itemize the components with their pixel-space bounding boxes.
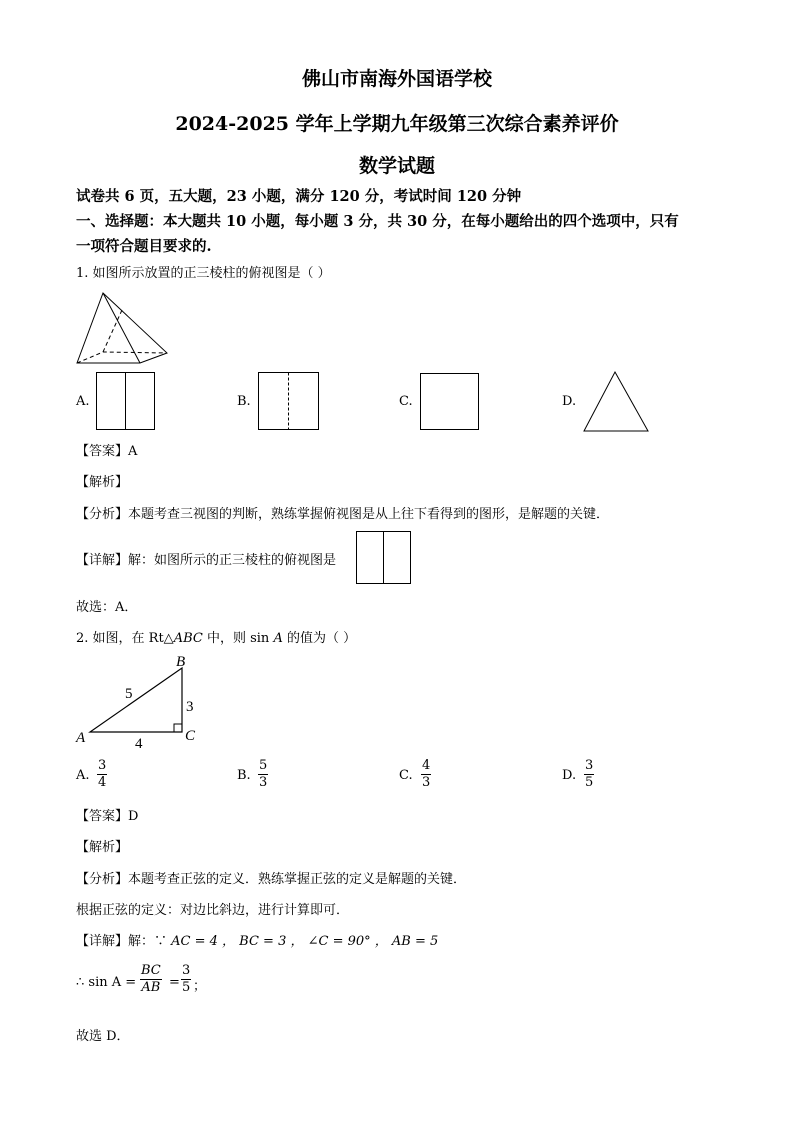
q2-stem-suffix: 的值为（ ）: [282, 631, 357, 646]
q1-option-a-figure: [96, 372, 156, 430]
q2-option-b-label: B.: [237, 768, 251, 783]
q2-vertex-c: C: [185, 728, 196, 744]
q2-triangle-figure: [74, 650, 204, 750]
q2-option-b-num: 5: [259, 758, 268, 773]
q1-detail-figure: [356, 531, 412, 585]
q2-answer: 【答案】D: [76, 809, 139, 824]
q2-method: 根据正弦的定义：对边比斜边，进行计算即可．: [76, 903, 350, 918]
q2-option-a-fraction: [97, 758, 107, 791]
q1-option-c-figure: [420, 373, 480, 430]
q2-semicolon: ；: [193, 979, 207, 994]
q2-stem-a: A: [273, 631, 283, 646]
q1-option-a-label: A.: [76, 394, 90, 409]
q1-option-b-label: B.: [237, 394, 251, 409]
section-heading-line2: 一项符合题目要求的.: [76, 238, 212, 255]
q2-detail: [76, 930, 438, 949]
exam-info: 试卷共 6 页，五大题，23 小题，满分 120 分，考试时间 120 分钟: [76, 188, 522, 205]
q2-vertex-a: A: [76, 730, 86, 746]
q2-option-c-label: C.: [399, 768, 413, 783]
q2-option-d-den: 5: [585, 775, 594, 790]
q2-result-fraction: [181, 963, 191, 996]
q1-option-d-label: D.: [562, 394, 577, 409]
q2-stem-mid: 中，则 sin: [202, 631, 274, 646]
q2-analysis-tag: 【解析】: [76, 840, 129, 855]
q2-option-d-fraction: [584, 758, 594, 791]
q2-stem: [76, 627, 356, 646]
q2-ratio-fraction: [140, 963, 162, 996]
q2-detail-given: AC = 4 ， BC = 3 ， ∠C = 90° ， AB = 5: [171, 934, 439, 949]
q2-option-c-fraction: [421, 758, 431, 791]
q2-option-c-den: 3: [422, 775, 431, 790]
q2-equals: =: [169, 975, 180, 990]
q2-analysis: 【分析】本题考查正弦的定义．熟练掌握正弦的定义是解题的关键．: [76, 872, 467, 887]
q2-vertex-b: B: [176, 654, 186, 670]
q2-option-b-den: 3: [259, 775, 268, 790]
q2-side-ac: 4: [135, 736, 143, 752]
q2-option-d-label: D.: [562, 768, 577, 783]
q1-analysis: 【分析】本题考查三视图的判断，熟练掌握俯视图是从上往下看得到的图形，是解题的关键．: [76, 507, 610, 522]
q2-option-a-label: A.: [76, 768, 90, 783]
q2-result-den: 5: [182, 980, 191, 995]
q2-option-a-den: 4: [98, 775, 107, 790]
q2-option-c-num: 4: [422, 758, 431, 773]
q1-option-d-figure: [583, 371, 649, 432]
school-name: 佛山市南海外国语学校: [301, 68, 492, 90]
q1-stem: 1. 如图所示放置的正三棱柱的俯视图是（ ）: [76, 266, 331, 281]
q2-option-a-num: 3: [98, 758, 107, 773]
q2-detail-prefix: 【详解】解：∵: [76, 934, 168, 949]
q1-choose: 故选：A．: [76, 600, 138, 615]
q2-ratio-den: AB: [141, 980, 161, 995]
q1-analysis-tag: 【解析】: [76, 475, 129, 490]
q2-result-num: 3: [182, 963, 191, 978]
q2-option-d-num: 3: [585, 758, 594, 773]
q2-side-bc: 3: [186, 699, 194, 715]
q2-stem-prefix: 2. 如图，在 Rt△: [76, 631, 174, 646]
q2-therefore: ∴ sin A =: [76, 975, 137, 990]
q1-option-c-label: C.: [399, 394, 413, 409]
q2-ratio-num: BC: [141, 963, 161, 978]
subject-title: 数学试题: [358, 155, 435, 177]
q1-option-b-figure: [258, 372, 320, 430]
q2-stem-abc: ABC: [173, 631, 203, 646]
q1-detail: 【详解】解：如图所示的正三棱柱的俯视图是: [76, 553, 337, 568]
q2-side-ab: 5: [125, 686, 133, 702]
q2-option-b-fraction: [258, 758, 268, 791]
section-heading-line1: 一、选择题：本大题共 10 小题，每小题 3 分，共 30 分，在每小题给出的四个选项中，只有: [76, 213, 679, 230]
term-title: 2024-2025 学年上学期九年级第三次综合素养评价: [175, 113, 619, 135]
q1-prism-figure: [74, 290, 170, 366]
q2-choose: 故选 D．: [76, 1029, 130, 1044]
q1-answer: 【答案】A: [76, 444, 138, 459]
